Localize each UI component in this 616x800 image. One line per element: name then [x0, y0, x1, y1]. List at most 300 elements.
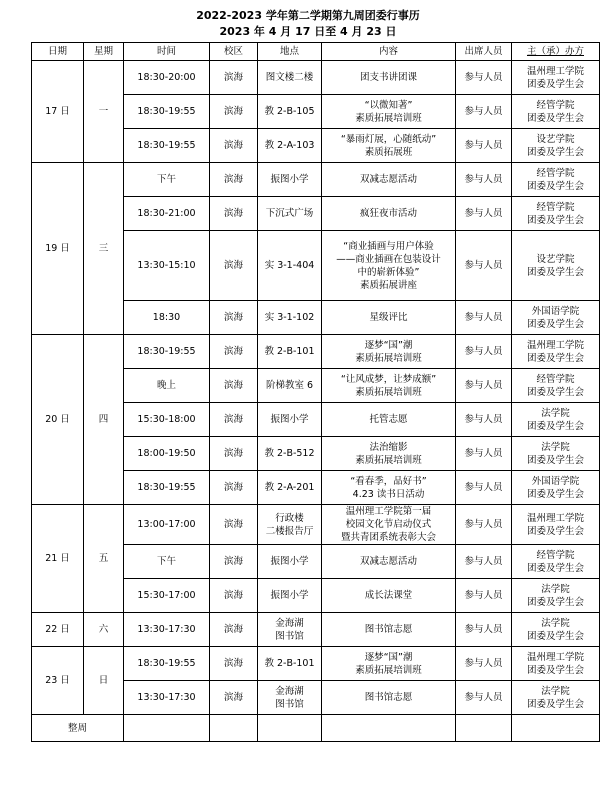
attendees-cell-line: 参与人员: [464, 140, 503, 151]
content-cell: [322, 437, 456, 471]
time-cell: [124, 437, 210, 471]
organizer-cell-line: 经管学院: [536, 373, 575, 385]
campus-cell: [210, 471, 258, 505]
empty-cell: [210, 715, 258, 742]
content-cell-line: “商业插画与用户体验: [343, 240, 434, 252]
attendees-cell: [456, 613, 512, 647]
header-weekday: 星期: [84, 43, 124, 61]
date-cell: [32, 163, 84, 335]
time-cell: [124, 231, 210, 301]
document-title: 2022-2023 学年第二学期第九周团委行事历: [196, 9, 420, 22]
place-cell: [258, 681, 322, 715]
time-cell: [124, 471, 210, 505]
campus-cell: [210, 545, 258, 579]
campus-cell: [210, 403, 258, 437]
time-cell-line: 13:00-17:00: [137, 519, 196, 530]
content-cell-line: 法治缩影: [369, 441, 408, 453]
organizer-cell-line: 法学院: [541, 685, 570, 697]
place-cell: [258, 129, 322, 163]
organizer-cell-line: 团委及学生会: [526, 454, 584, 466]
place-cell: [258, 163, 322, 197]
organizer-cell-line: 设艺学院: [536, 253, 575, 265]
organizer-cell: [512, 647, 600, 681]
organizer-cell: [512, 579, 600, 613]
content-cell-line: 素质拓展培训班: [355, 112, 422, 124]
schedule-body: [32, 61, 600, 742]
organizer-cell-line: 法学院: [541, 441, 570, 453]
attendees-cell: [456, 545, 512, 579]
campus-cell-line: 滨海: [223, 448, 243, 459]
date-cell: [32, 61, 84, 163]
organizer-cell-line: 温州理工学院: [526, 651, 584, 663]
date-cell-line: 22 日: [45, 624, 70, 635]
content-cell-line: “看春季，品好书”: [350, 475, 427, 487]
organizer-cell-line: 温州理工学院: [526, 65, 584, 77]
campus-cell-line: 滨海: [223, 692, 243, 703]
header-content: 内容: [322, 43, 456, 61]
attendees-cell: [456, 197, 512, 231]
organizer-cell-line: 团委及学生会: [526, 562, 584, 574]
time-cell: [124, 335, 210, 369]
time-cell: [124, 545, 210, 579]
time-cell-line: 13:30-15:10: [137, 260, 196, 271]
organizer-cell-line: 团委及学生会: [526, 525, 584, 537]
time-cell: [124, 369, 210, 403]
campus-cell: [210, 681, 258, 715]
time-cell-line: 18:30-19:55: [137, 140, 196, 151]
attendees-cell: [456, 301, 512, 335]
time-cell-line: 13:30-17:30: [137, 624, 196, 635]
date-cell: [32, 505, 84, 613]
campus-cell: [210, 369, 258, 403]
time-cell: [124, 95, 210, 129]
place-cell: [258, 301, 322, 335]
place-cell: [258, 613, 322, 647]
content-cell: [322, 579, 456, 613]
content-cell-line: 4.23 读书日活动: [352, 488, 425, 500]
campus-cell: [210, 301, 258, 335]
attendees-cell-line: 参与人员: [464, 556, 503, 567]
time-cell-line: 15:30-18:00: [137, 414, 196, 425]
place-cell: [258, 647, 322, 681]
content-cell-line: 图书馆志愿: [364, 692, 413, 703]
date-cell-line: 17 日: [45, 106, 70, 117]
organizer-cell-line: 团委及学生会: [526, 698, 584, 710]
content-cell-line: 素质拓展培训班: [355, 454, 422, 466]
header-organizer: 主（承）办方: [512, 43, 600, 61]
attendees-cell: [456, 505, 512, 545]
campus-cell-line: 滨海: [223, 312, 243, 323]
organizer-cell-line: 温州理工学院: [526, 339, 584, 351]
place-cell-line: 振图小学: [270, 414, 309, 425]
organizer-cell-line: 温州理工学院: [526, 512, 584, 524]
content-cell: [322, 197, 456, 231]
weekday-cell: [84, 505, 124, 613]
campus-cell: [210, 335, 258, 369]
weekday-cell: [84, 335, 124, 505]
campus-cell-line: 滨海: [223, 556, 243, 567]
attendees-cell-line: 参与人员: [464, 260, 503, 271]
place-cell: [258, 197, 322, 231]
content-cell-line: 素质拓展培训班: [355, 386, 422, 398]
campus-cell-line: 滨海: [223, 624, 243, 635]
organizer-cell-line: 团委及学生会: [526, 352, 584, 364]
content-cell-line: 素质拓展班: [364, 146, 413, 158]
footer-label-line: 整周: [67, 722, 87, 734]
campus-cell-line: 滨海: [223, 174, 243, 185]
place-cell-line: 下沉式广场: [265, 208, 314, 219]
content-cell: [322, 163, 456, 197]
content-cell-line: 校园文化节启动仪式: [345, 519, 432, 530]
content-cell-line: 温州理工学院第一届: [345, 506, 432, 517]
content-cell-line: ——商业插画在包装设计: [336, 253, 441, 265]
attendees-cell: [456, 95, 512, 129]
organizer-cell-line: 经管学院: [536, 201, 575, 213]
place-cell-line: 实 3-1-404: [264, 260, 315, 271]
attendees-cell-line: 参与人员: [464, 106, 503, 117]
weekday-cell: [84, 613, 124, 647]
organizer-cell-line: 团委及学生会: [526, 420, 584, 432]
attendees-cell: [456, 647, 512, 681]
weekday-cell-line: 六: [98, 624, 109, 635]
empty-cell: [322, 715, 456, 742]
place-cell-line: 图文楼二楼: [265, 72, 314, 83]
time-cell: [124, 403, 210, 437]
organizer-cell-line: 团委及学生会: [526, 180, 584, 192]
attendees-cell: [456, 437, 512, 471]
time-cell: [124, 197, 210, 231]
date-cell-line: 20 日: [45, 414, 70, 425]
attendees-cell-line: 参与人员: [464, 312, 503, 323]
place-cell: [258, 403, 322, 437]
content-cell-line: 中的崭新体验”: [357, 266, 420, 278]
organizer-cell: [512, 301, 600, 335]
time-cell-line: 18:30-19:55: [137, 346, 196, 357]
weekday-cell: [84, 647, 124, 715]
organizer-cell: [512, 197, 600, 231]
campus-cell-line: 滨海: [223, 72, 243, 83]
content-cell-line: “以微知著”: [364, 99, 413, 111]
empty-cell: [258, 715, 322, 742]
organizer-cell: [512, 471, 600, 505]
attendees-cell-line: 参与人员: [464, 380, 503, 391]
place-cell: [258, 437, 322, 471]
header-attendees: 出席人员: [456, 43, 512, 61]
place-cell: [258, 231, 322, 301]
content-cell: [322, 61, 456, 95]
campus-cell: [210, 95, 258, 129]
organizer-cell-line: 团委及学生会: [526, 596, 584, 608]
organizer-cell-line: 团委及学生会: [526, 318, 584, 330]
campus-cell-line: 滨海: [223, 590, 243, 601]
time-cell-line: 18:00-19:50: [137, 448, 196, 459]
content-cell-line: 暨共青团系统表彰大会: [340, 532, 436, 543]
header-time: 时间: [124, 43, 210, 61]
organizer-cell-line: 团委及学生会: [526, 146, 584, 158]
weekday-cell: [84, 61, 124, 163]
place-cell-line: 图书馆: [275, 698, 304, 710]
attendees-cell: [456, 163, 512, 197]
organizer-cell: [512, 545, 600, 579]
attendees-cell-line: 参与人员: [464, 624, 503, 635]
organizer-cell: [512, 95, 600, 129]
campus-cell: [210, 163, 258, 197]
content-cell-line: 逐梦“国”潮: [364, 339, 413, 351]
content-cell-line: 托管志愿: [369, 414, 408, 425]
time-cell-line: 晚上: [156, 380, 176, 391]
content-cell: [322, 471, 456, 505]
time-cell: [124, 163, 210, 197]
campus-cell-line: 滨海: [223, 208, 243, 219]
content-cell: [322, 301, 456, 335]
attendees-cell: [456, 369, 512, 403]
campus-cell-line: 滨海: [223, 140, 243, 151]
place-cell-line: 教 2-A-103: [264, 140, 315, 151]
campus-cell-line: 滨海: [223, 414, 243, 425]
attendees-cell-line: 参与人员: [464, 174, 503, 185]
organizer-cell-line: 团委及学生会: [526, 266, 584, 278]
time-cell-line: 18:30-19:55: [137, 106, 196, 117]
weekday-cell-line: 四: [98, 414, 109, 425]
organizer-cell-line: 团委及学生会: [526, 214, 584, 226]
place-cell: [258, 95, 322, 129]
date-cell: [32, 335, 84, 505]
organizer-cell-line: 团委及学生会: [526, 488, 584, 500]
content-cell: [322, 545, 456, 579]
document-subtitle: 2023 年 4 月 17 日至 4 月 23 日: [219, 25, 397, 38]
header-date: 日期: [32, 43, 84, 61]
attendees-cell-line: 参与人员: [464, 519, 503, 530]
organizer-cell-line: 团委及学生会: [526, 664, 584, 676]
attendees-cell: [456, 681, 512, 715]
attendees-cell-line: 参与人员: [464, 448, 503, 459]
date-cell-line: 19 日: [45, 243, 70, 254]
place-cell: [258, 505, 322, 545]
organizer-cell: [512, 437, 600, 471]
content-cell-line: “让风成梦，让梦成额”: [340, 373, 437, 385]
time-cell: [124, 579, 210, 613]
table-header-row: [32, 43, 600, 61]
content-cell: [322, 681, 456, 715]
time-cell: [124, 647, 210, 681]
organizer-cell-line: 团委及学生会: [526, 630, 584, 642]
content-cell-line: 团支书讲团课: [359, 72, 417, 83]
table-row: [32, 163, 600, 197]
campus-cell: [210, 579, 258, 613]
schedule-table: [31, 42, 600, 742]
attendees-cell: [456, 231, 512, 301]
campus-cell: [210, 61, 258, 95]
attendees-cell-line: 参与人员: [464, 482, 503, 493]
content-cell: [322, 129, 456, 163]
organizer-cell-line: 法学院: [541, 407, 570, 419]
place-cell: [258, 335, 322, 369]
content-cell-line: 双减志愿活动: [359, 174, 417, 185]
place-cell: [258, 61, 322, 95]
organizer-cell: [512, 505, 600, 545]
attendees-cell: [456, 129, 512, 163]
content-cell: [322, 647, 456, 681]
time-cell-line: 下午: [156, 174, 176, 185]
campus-cell: [210, 197, 258, 231]
header-place: 地点: [258, 43, 322, 61]
organizer-cell: [512, 681, 600, 715]
place-cell-line: 教 2-A-201: [264, 482, 315, 493]
content-cell: [322, 505, 456, 545]
campus-cell: [210, 613, 258, 647]
attendees-cell-line: 参与人员: [464, 72, 503, 83]
weekday-cell-line: 一: [98, 106, 109, 117]
time-cell-line: 13:30-17:30: [137, 692, 196, 703]
time-cell-line: 18:30: [152, 312, 181, 323]
campus-cell: [210, 437, 258, 471]
place-cell-line: 教 2-B-105: [264, 106, 315, 117]
weekday-cell-line: 三: [98, 243, 109, 254]
content-cell: [322, 369, 456, 403]
campus-cell-line: 滨海: [223, 482, 243, 493]
weekday-cell-line: 五: [98, 553, 109, 564]
content-cell: [322, 335, 456, 369]
place-cell: [258, 471, 322, 505]
organizer-cell: [512, 335, 600, 369]
attendees-cell-line: 参与人员: [464, 208, 503, 219]
campus-cell: [210, 129, 258, 163]
attendees-cell: [456, 403, 512, 437]
organizer-cell: [512, 61, 600, 95]
organizer-cell-line: 设艺学院: [536, 133, 575, 145]
place-cell-line: 实 3-1-102: [264, 312, 315, 323]
attendees-cell: [456, 579, 512, 613]
place-cell-line: 振图小学: [270, 174, 309, 185]
empty-cell: [124, 715, 210, 742]
place-cell-line: 振图小学: [270, 556, 309, 567]
attendees-cell: [456, 335, 512, 369]
table-row: [32, 647, 600, 681]
attendees-cell: [456, 61, 512, 95]
header-campus: 校区: [210, 43, 258, 61]
date-cell: [32, 613, 84, 647]
weekday-cell-line: 日: [98, 675, 109, 686]
content-cell-line: 逐梦“国”潮: [364, 651, 413, 663]
content-cell: [322, 613, 456, 647]
place-cell-line: 金海湖: [275, 685, 304, 697]
attendees-cell-line: 参与人员: [464, 692, 503, 703]
content-cell: [322, 231, 456, 301]
attendees-cell: [456, 471, 512, 505]
place-cell: [258, 579, 322, 613]
place-cell-line: 教 2-B-101: [264, 658, 315, 669]
date-cell: [32, 647, 84, 715]
time-cell: [124, 613, 210, 647]
organizer-cell-line: 外国语学院: [531, 305, 580, 317]
date-cell-line: 23 日: [45, 675, 70, 686]
campus-cell-line: 滨海: [223, 346, 243, 357]
organizer-cell-line: 团委及学生会: [526, 112, 584, 124]
organizer-cell: [512, 369, 600, 403]
place-cell: [258, 545, 322, 579]
place-cell-line: 振图小学: [270, 590, 309, 601]
content-cell: [322, 403, 456, 437]
organizer-cell: [512, 163, 600, 197]
content-cell-line: 图书馆志愿: [364, 624, 413, 635]
organizer-cell-line: 团委及学生会: [526, 78, 584, 90]
empty-cell: [512, 715, 600, 742]
time-cell-line: 下午: [156, 556, 176, 567]
table-row: [32, 61, 600, 95]
time-cell: [124, 61, 210, 95]
place-cell-line: 教 2-B-512: [264, 448, 315, 459]
place-cell-line: 图书馆: [275, 630, 304, 642]
footer-label: [32, 715, 124, 742]
time-cell-line: 18:30-19:55: [137, 482, 196, 493]
table-row: [32, 505, 600, 545]
place-cell-line: 阶梯教室 6: [265, 380, 314, 391]
time-cell: [124, 129, 210, 163]
campus-cell: [210, 505, 258, 545]
content-cell-line: 素质拓展培训班: [355, 664, 422, 676]
empty-cell: [456, 715, 512, 742]
content-cell-line: 双减志愿活动: [359, 556, 417, 567]
organizer-cell-line: 经管学院: [536, 167, 575, 179]
time-cell-line: 18:30-19:55: [137, 658, 196, 669]
weekday-cell: [84, 163, 124, 335]
content-cell-line: 星级评比: [369, 312, 408, 323]
organizer-cell-line: 外国语学院: [531, 475, 580, 487]
organizer-cell-line: 经管学院: [536, 549, 575, 561]
organizer-cell: [512, 403, 600, 437]
attendees-cell-line: 参与人员: [464, 414, 503, 425]
place-cell: [258, 369, 322, 403]
attendees-cell-line: 参与人员: [464, 658, 503, 669]
campus-cell-line: 滨海: [223, 519, 243, 530]
content-cell-line: 素质拓展讲座: [359, 279, 417, 291]
time-cell-line: 18:30-21:00: [137, 208, 196, 219]
campus-cell-line: 滨海: [223, 658, 243, 669]
organizer-cell: [512, 231, 600, 301]
document-header: [0, 8, 616, 40]
time-cell-line: 15:30-17:00: [137, 590, 196, 601]
attendees-cell-line: 参与人员: [464, 346, 503, 357]
campus-cell-line: 滨海: [223, 260, 243, 271]
table-row: [32, 613, 600, 647]
organizer-cell-line: 团委及学生会: [526, 386, 584, 398]
place-cell-line: 二楼报告厅: [265, 525, 314, 537]
content-cell-line: 疯狂夜市活动: [359, 208, 417, 219]
organizer-cell-line: 法学院: [541, 583, 570, 595]
content-cell-line: “暴雨灯展，心随纸动”: [340, 133, 437, 145]
campus-cell-line: 滨海: [223, 380, 243, 391]
time-cell: [124, 681, 210, 715]
attendees-cell-line: 参与人员: [464, 590, 503, 601]
organizer-cell: [512, 129, 600, 163]
place-cell-line: 行政楼: [275, 512, 304, 524]
time-cell: [124, 505, 210, 545]
date-cell-line: 21 日: [45, 553, 70, 564]
content-cell: [322, 95, 456, 129]
organizer-cell: [512, 613, 600, 647]
campus-cell-line: 滨海: [223, 106, 243, 117]
place-cell-line: 教 2-B-101: [264, 346, 315, 357]
organizer-cell-line: 法学院: [541, 617, 570, 629]
table-row: [32, 335, 600, 369]
content-cell-line: 素质拓展培训班: [355, 352, 422, 364]
place-cell-line: 金海湖: [275, 617, 304, 629]
campus-cell: [210, 647, 258, 681]
time-cell: [124, 301, 210, 335]
time-cell-line: 18:30-20:00: [137, 72, 196, 83]
organizer-cell-line: 经管学院: [536, 99, 575, 111]
campus-cell: [210, 231, 258, 301]
